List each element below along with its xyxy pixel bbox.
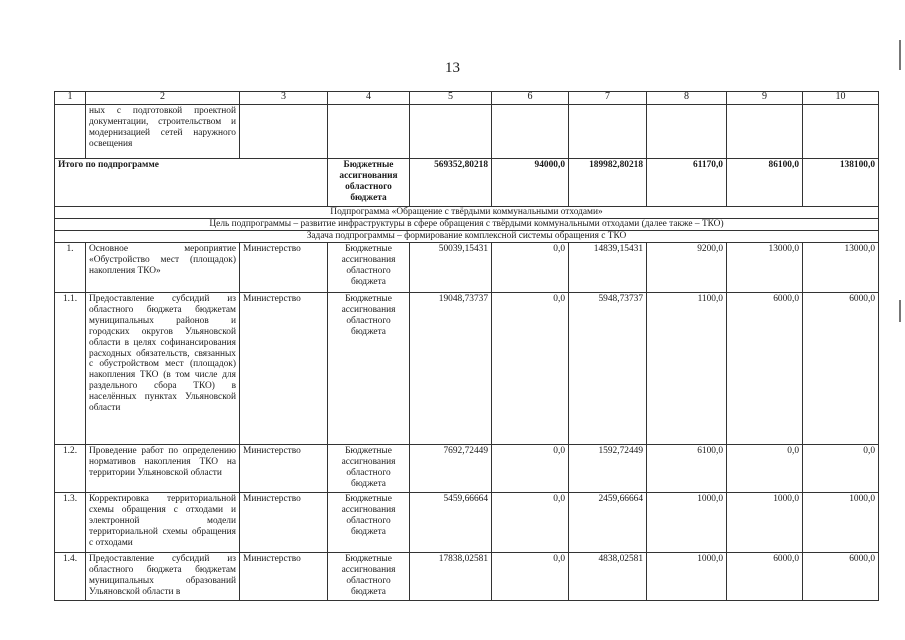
cell-value: 1000,0 bbox=[647, 553, 727, 601]
table-row bbox=[55, 445, 879, 493]
table-row bbox=[55, 493, 879, 553]
row-number: 1.4. bbox=[55, 553, 86, 601]
column-number: 6 bbox=[492, 92, 569, 105]
cell-value: 1000,0 bbox=[647, 493, 727, 553]
cell-value: 189982,80218 bbox=[569, 159, 647, 207]
subprogram-goal-row bbox=[55, 219, 879, 231]
executor: Министерство bbox=[240, 293, 328, 445]
cell-value: 7692,72449 bbox=[410, 445, 492, 493]
executor: Министерство bbox=[240, 243, 328, 293]
row-name: Корректировка территориальной схемы обращения с отходами и электронной модели территориальной схемы обращения с отходами bbox=[86, 493, 240, 553]
cell-value: 0,0 bbox=[727, 445, 803, 493]
funding-source: Бюджетные ассигнования областного бюджета bbox=[328, 293, 410, 445]
margin-mark bbox=[899, 40, 901, 70]
cell-value: 6000,0 bbox=[727, 293, 803, 445]
row-number: 1.3. bbox=[55, 493, 86, 553]
table-row bbox=[55, 243, 879, 293]
table-row bbox=[55, 105, 879, 159]
subprogram-title: Подпрограмма «Обращение с твёрдыми коммунальными отходами» bbox=[55, 207, 879, 219]
row-name: Предоставление субсидий из областного бюджета бюджетам муниципальных районов и городских округов Ульяновской области в целях софинансирования расходных обязательств, связанных с обустройством мест (площадок) накопления ТКО (в том числе для раздельного сбора ТКО) в населённых пунктах Ульяновской области bbox=[86, 293, 240, 445]
row-number: 1.1. bbox=[55, 293, 86, 445]
cell-value: 86100,0 bbox=[727, 159, 803, 207]
cell-value: 5459,66664 bbox=[410, 493, 492, 553]
cell-value: 6000,0 bbox=[803, 293, 879, 445]
row-name: Основное мероприятие «Обустройство мест (площадок) накопления ТКО» bbox=[86, 243, 240, 293]
column-number: 1 bbox=[55, 92, 86, 105]
column-number: 10 bbox=[803, 92, 879, 105]
column-number: 5 bbox=[410, 92, 492, 105]
row-name: ных с подготовкой проектной документации, строительством и модернизацией сетей наружного освещения bbox=[86, 105, 240, 159]
column-number: 3 bbox=[240, 92, 328, 105]
cell-value: 1100,0 bbox=[647, 293, 727, 445]
subprogram-task: Задача подпрограммы – формирование комплексной системы обращения с ТКО bbox=[55, 231, 879, 243]
cell-value: 1592,72449 bbox=[569, 445, 647, 493]
subprogram-goal: Цель подпрограммы – развитие инфраструктуры в сфере обращения с твёрдыми коммунальными отходами (далее также – ТКО) bbox=[55, 219, 879, 231]
cell-value: 0,0 bbox=[492, 243, 569, 293]
column-number: 4 bbox=[328, 92, 410, 105]
column-number: 9 bbox=[727, 92, 803, 105]
column-number: 8 bbox=[647, 92, 727, 105]
margin-mark bbox=[899, 300, 901, 322]
cell-value: 13000,0 bbox=[727, 243, 803, 293]
cell-value: 17838,02581 bbox=[410, 553, 492, 601]
cell-value: 1000,0 bbox=[803, 493, 879, 553]
subprogram-title-row bbox=[55, 207, 879, 219]
cell-value: 2459,66664 bbox=[569, 493, 647, 553]
cell-value: 4838,02581 bbox=[569, 553, 647, 601]
funding-source: Бюджетные ассигнования областного бюджета bbox=[328, 445, 410, 493]
cell-value: 19048,73737 bbox=[410, 293, 492, 445]
cell-value: 1000,0 bbox=[727, 493, 803, 553]
cell-value: 0,0 bbox=[492, 293, 569, 445]
funding-source: Бюджетные ассигнования областного бюджета bbox=[328, 243, 410, 293]
row-number: 1.2. bbox=[55, 445, 86, 493]
total-label: Итого по подпрограмме bbox=[55, 159, 328, 207]
cell-value: 50039,15431 bbox=[410, 243, 492, 293]
page-number: 13 bbox=[445, 60, 460, 76]
cell-value: 6000,0 bbox=[727, 553, 803, 601]
table-row bbox=[55, 293, 879, 445]
row-name: Проведение работ по определению нормативов накопления ТКО на территории Ульяновской области bbox=[86, 445, 240, 493]
cell-value: 0,0 bbox=[492, 493, 569, 553]
column-number: 2 bbox=[86, 92, 240, 105]
cell-value: 94000,0 bbox=[492, 159, 569, 207]
executor: Министерство bbox=[240, 493, 328, 553]
cell-value: 6100,0 bbox=[647, 445, 727, 493]
cell-value: 0,0 bbox=[492, 553, 569, 601]
executor: Министерство bbox=[240, 553, 328, 601]
column-number: 7 bbox=[569, 92, 647, 105]
subprogram-task-row bbox=[55, 231, 879, 243]
cell-value: 6000,0 bbox=[803, 553, 879, 601]
cell-value: 9200,0 bbox=[647, 243, 727, 293]
cell-value: 5948,73737 bbox=[569, 293, 647, 445]
funding-source: Бюджетные ассигнования областного бюджета bbox=[328, 553, 410, 601]
cell-value: 14839,15431 bbox=[569, 243, 647, 293]
column-number-row bbox=[55, 92, 879, 105]
cell-value: 0,0 bbox=[492, 445, 569, 493]
executor: Министерство bbox=[240, 445, 328, 493]
budget-table bbox=[54, 91, 879, 601]
cell-value: 138100,0 bbox=[803, 159, 879, 207]
table-row bbox=[55, 553, 879, 601]
row-number: 1. bbox=[55, 243, 86, 293]
cell-value: 0,0 bbox=[803, 445, 879, 493]
funding-source: Бюджетные ассигнования областного бюджета bbox=[328, 159, 410, 207]
total-row bbox=[55, 159, 879, 207]
funding-source: Бюджетные ассигнования областного бюджета bbox=[328, 493, 410, 553]
cell-value: 13000,0 bbox=[803, 243, 879, 293]
cell-value: 61170,0 bbox=[647, 159, 727, 207]
row-name: Предоставление субсидий из областного бюджета бюджетам муниципальных образований Ульяновской области в bbox=[86, 553, 240, 601]
cell-value: 569352,80218 bbox=[410, 159, 492, 207]
